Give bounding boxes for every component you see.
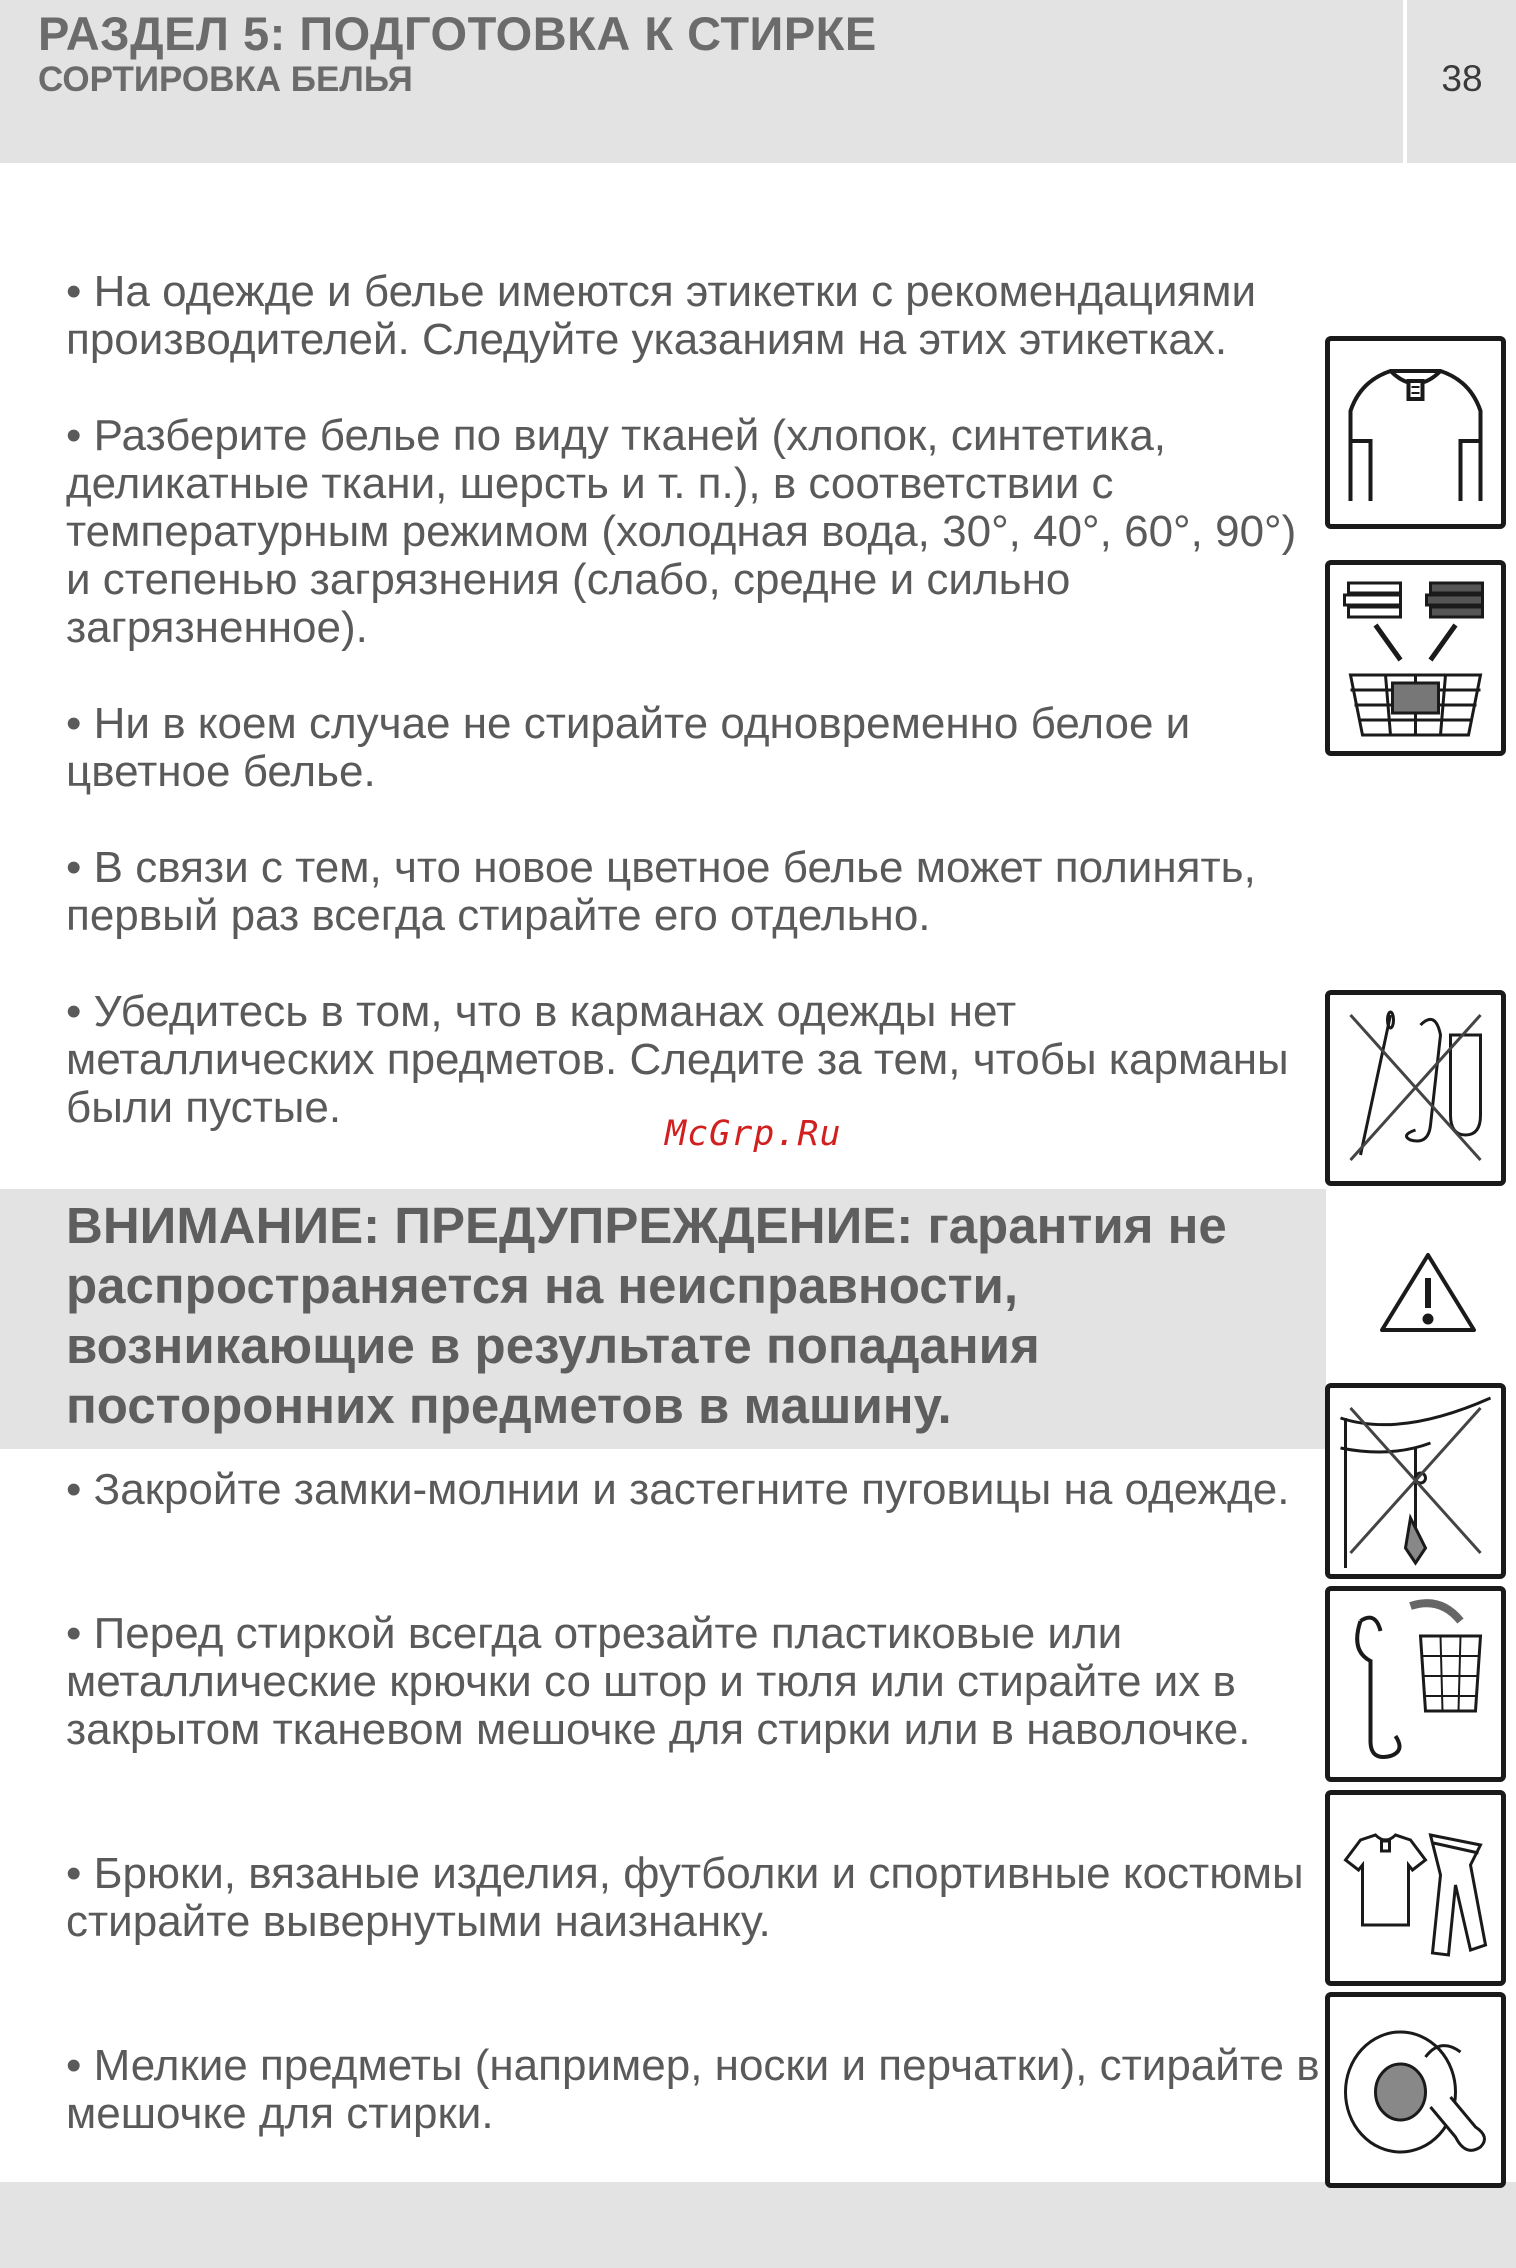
page-header (0, 0, 1516, 163)
zipper-button-icon (1325, 1383, 1506, 1579)
page-number: 38 (1441, 58, 1483, 99)
no-metal-objects-icon (1325, 990, 1506, 1186)
curtain-hooks-icon (1325, 1586, 1506, 1782)
page-footer (0, 2182, 1516, 2268)
header-divider (1403, 0, 1407, 163)
paragraph-zippers: • Закройте замки-молнии и застегните пуговицы на одежде. (66, 1465, 1290, 1514)
section-title: РАЗДЕЛ 5: ПОДГОТОВКА К СТИРКЕ (38, 7, 877, 60)
shirt-label-icon (1325, 336, 1506, 529)
laundry-bag-socks-icon (1325, 1992, 1506, 2188)
warning-triangle-icon (1378, 1250, 1478, 1335)
paragraph-white-colored: • Ни в коем случае не стирайте одновременно белое и цветное белье. (66, 699, 1191, 796)
watermark: McGrp.Ru (665, 1114, 842, 1154)
paragraph-pockets: • Убедитесь в том, что в карманах одежды нет металлических предметов. Следите за тем, чтобы карманы были пустые. (66, 987, 1289, 1132)
section-subtitle: СОРТИРОВКА БЕЛЬЯ (38, 60, 413, 99)
paragraph-sorting: • Разберите белье по виду тканей (хлопок, синтетика, деликатные ткани, шерсть и т. п.), в соответствии с температурным режимом (холодная вода, 30°, 40°, 60°, 90°) и степенью загрязнения (слабо, средне и сильно загрязненное). (66, 411, 1297, 652)
paragraph-hooks: • Перед стиркой всегда отрезайте пластиковые или металлические крючки со штор и тюля или стирайте их в закрытом тканевом мешочке для стирки или в наволочке. (66, 1609, 1251, 1754)
warning-text: ВНИМАНИЕ: ПРЕДУПРЕЖДЕНИЕ: гарантия не распространяется на неисправности, возникающие в результате попадания посторонних предметов в машину. (66, 1197, 1227, 1434)
paragraph-inside-out: • Брюки, вязаные изделия, футболки и спортивные костюмы стирайте вывернутыми наизнанку. (66, 1849, 1304, 1946)
paragraph-new-colored: • В связи с тем, что новое цветное белье может полинять, первый раз всегда стирайте его отдельно. (66, 843, 1256, 940)
paragraph-labels: • На одежде и белье имеются этикетки с рекомендациями производителей. Следуйте указаниям на этих этикетках. (66, 267, 1257, 364)
sort-laundry-basket-icon (1325, 560, 1506, 756)
inside-out-clothes-icon (1325, 1790, 1506, 1986)
paragraph-small-items: • Мелкие предметы (например, носки и перчатки), стирайте в мешочке для стирки. (66, 2041, 1320, 2138)
